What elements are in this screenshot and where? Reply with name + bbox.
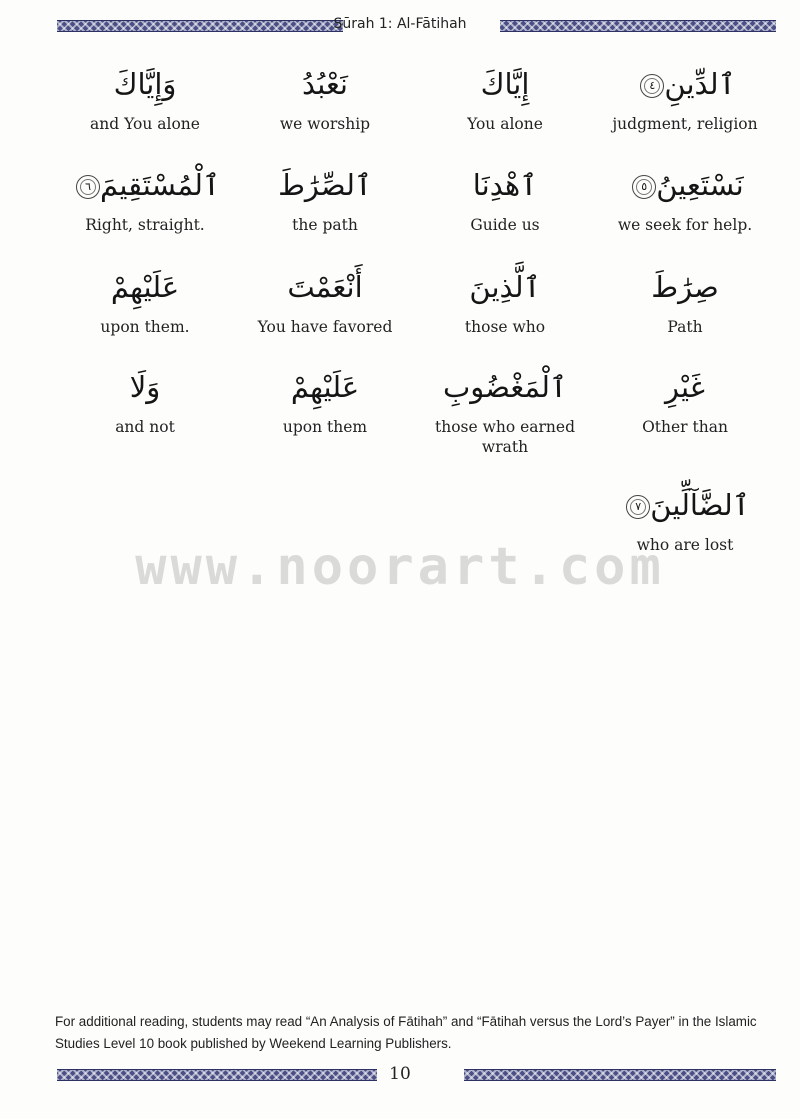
arabic-word: إِيَّاكَ [480,67,530,101]
arabic-word: ٱلصِّرَٰطَ [278,168,372,202]
website-watermark: www.noorart.com [135,537,665,597]
english-meaning: upon them [282,418,368,436]
vocab-row-3 [55,265,775,365]
vocabulary-grid [55,62,775,555]
arabic-word: عَلَيْهِمْ [110,270,180,304]
vocab-cell [595,265,775,365]
vocab-cell [595,163,775,265]
page-number: 10 [389,1064,411,1084]
english-meaning: judgment, religion [612,115,758,133]
vocab-cell [55,163,235,265]
vocab-cell [55,62,235,163]
english-meaning: and not [115,418,175,436]
vocab-cell [415,62,595,163]
arabic-word: نَعْبُدُ [301,67,349,101]
vocab-cell [235,62,415,163]
english-meaning: You alone [467,115,543,133]
english-meaning: Path [667,318,703,336]
english-meaning: who are lost [636,536,734,554]
english-meaning: we seek for help. [617,216,753,234]
arabic-word: ٱهْدِنَا [472,168,538,202]
page-header-title: Sūrah 1: Al-Fātihah [333,16,467,32]
vocab-cell [235,163,415,265]
english-meaning: the path [292,216,358,234]
ayah-number-marker: ٥ [632,175,656,199]
ayah-number-marker: ٧ [626,495,650,519]
english-meaning: You have favored [257,318,393,336]
vocab-cell [595,365,775,483]
english-meaning: Right, straight. [85,216,205,234]
vocab-cell [235,365,415,483]
english-meaning: Other than [642,418,728,436]
vocab-cell [415,163,595,265]
arabic-word: غَيْرِ [665,370,705,404]
arabic-word: وَإِيَّاكَ [113,67,177,101]
english-meaning: upon them. [100,318,190,336]
arabic-word: وَلَا [129,370,161,404]
arabic-word: عَلَيْهِمْ [290,370,360,404]
vocab-cell [55,365,235,483]
vocab-cell [55,265,235,365]
arabic-word: ٱلضَّآلِّينَ٧ [595,483,775,527]
vocab-cell [235,265,415,365]
arabic-word: ٱلَّذِينَ [469,270,541,304]
ayah-number-marker: ٦ [76,175,100,199]
arabic-word: ٱلْمَغْضُوبِ [442,370,567,404]
vocab-row-2 [55,163,775,265]
vocab-row-4 [55,365,775,483]
english-meaning: Guide us [470,216,540,234]
additional-reading-note: For additional reading, students may read “An Analysis of Fātihah” and “Fātihah versus the Lord’s Payer” in the Islamic Studies Level 10 book published by Weekend Learning Publishers. [55,1014,757,1051]
vocab-cell [595,62,775,163]
vocab-cell [415,265,595,365]
footer-border-right [464,1069,776,1081]
ayah-number-marker: ٤ [640,74,664,98]
arabic-word: ٱلْمُسْتَقِيمَ٦ [55,163,235,207]
vocab-row-1 [55,62,775,163]
english-meaning: we worship [279,115,371,133]
arabic-word: ٱلدِّينِ٤ [595,62,775,106]
english-meaning: those who [464,318,546,336]
english-meaning: those who earned wrath [434,418,575,456]
header-border-right [500,20,776,32]
english-meaning: and You alone [90,115,200,133]
arabic-word: أَنْعَمْتَ [287,270,363,304]
arabic-word: صِرَٰطَ [651,270,719,304]
arabic-word: نَسْتَعِينُ٥ [595,163,775,207]
vocab-cell [415,365,595,483]
